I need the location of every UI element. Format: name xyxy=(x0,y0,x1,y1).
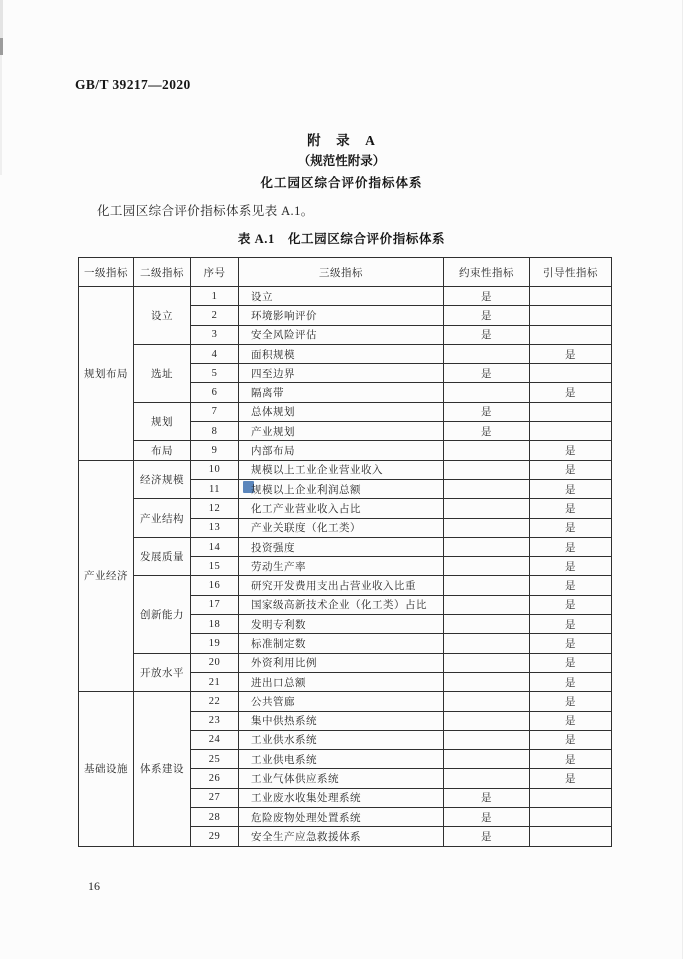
cell-level3-indicator: 面积规模 xyxy=(239,344,444,363)
cell-constraint-flag xyxy=(444,576,530,595)
cell-row-number: 23 xyxy=(191,711,239,730)
table-header-row xyxy=(79,258,612,287)
cell-constraint-flag xyxy=(444,460,530,479)
cell-constraint-flag xyxy=(444,557,530,576)
cell-level3-indicator: 产业规划 xyxy=(239,422,444,441)
cell-row-number: 18 xyxy=(191,615,239,634)
table-row xyxy=(79,441,612,460)
cell-level3-indicator: 投资强度 xyxy=(239,537,444,556)
cell-constraint-flag xyxy=(444,383,530,402)
cell-level3-indicator: 内部布局 xyxy=(239,441,444,460)
col-header-constraint: 约束性指标 xyxy=(444,258,530,287)
cell-guidance-flag: 是 xyxy=(530,576,612,595)
cell-level3-indicator: 工业供电系统 xyxy=(239,750,444,769)
scan-edge-artifact xyxy=(0,0,3,40)
cell-level3-indicator: 公共管廊 xyxy=(239,692,444,711)
table-row xyxy=(79,692,612,711)
cell-constraint-flag: 是 xyxy=(444,306,530,325)
cell-level3-indicator: 设立 xyxy=(239,287,444,306)
cell-row-number: 3 xyxy=(191,325,239,344)
cell-constraint-flag xyxy=(444,537,530,556)
cell-guidance-flag xyxy=(530,325,612,344)
cell-guidance-flag: 是 xyxy=(530,750,612,769)
indicator-table xyxy=(78,257,612,847)
cell-guidance-flag xyxy=(530,287,612,306)
cell-constraint-flag xyxy=(444,634,530,653)
cell-row-number: 12 xyxy=(191,499,239,518)
cell-level3-indicator: 工业气体供应系统 xyxy=(239,769,444,788)
col-header-level1: 一级指标 xyxy=(79,258,134,287)
cell-row-number: 29 xyxy=(191,827,239,846)
cell-guidance-flag: 是 xyxy=(530,557,612,576)
standard-number: GB/T 39217—2020 xyxy=(75,77,191,92)
cell-constraint-flag: 是 xyxy=(444,422,530,441)
cell-constraint-flag xyxy=(444,441,530,460)
cell-row-number: 13 xyxy=(191,518,239,537)
cell-level3-indicator: 发明专利数 xyxy=(239,615,444,634)
cell-row-number: 14 xyxy=(191,537,239,556)
cell-level2-indicator: 布局 xyxy=(134,441,191,460)
table-row xyxy=(79,402,612,421)
cell-guidance-flag: 是 xyxy=(530,595,612,614)
cell-level3-indicator: 隔离带 xyxy=(239,383,444,402)
cell-constraint-flag: 是 xyxy=(444,827,530,846)
cell-row-number: 8 xyxy=(191,422,239,441)
indicator-table-body xyxy=(79,287,612,847)
cell-row-number: 15 xyxy=(191,557,239,576)
cell-guidance-flag: 是 xyxy=(530,518,612,537)
cell-level3-indicator: 集中供热系统 xyxy=(239,711,444,730)
cell-guidance-flag xyxy=(530,422,612,441)
scan-edge-artifact-dark xyxy=(0,38,3,55)
cell-level3-indicator: 规模以上企业利润总额 xyxy=(239,479,444,498)
cell-guidance-flag xyxy=(530,306,612,325)
cell-row-number: 7 xyxy=(191,402,239,421)
cell-constraint-flag: 是 xyxy=(444,808,530,827)
cell-guidance-flag: 是 xyxy=(530,460,612,479)
cell-level3-indicator: 进出口总额 xyxy=(239,672,444,691)
appendix-subtitle: （规范性附录） xyxy=(297,154,386,168)
cell-level3-indicator: 总体规划 xyxy=(239,402,444,421)
table-row xyxy=(79,653,612,672)
cell-row-number: 24 xyxy=(191,730,239,749)
cell-guidance-flag xyxy=(530,364,612,383)
page-number: 16 xyxy=(88,879,100,893)
table-row xyxy=(79,287,612,306)
cell-guidance-flag: 是 xyxy=(530,441,612,460)
cell-level3-indicator: 工业供水系统 xyxy=(239,730,444,749)
cell-level1-indicator: 规划布局 xyxy=(79,287,134,461)
table-row xyxy=(79,499,612,518)
cell-level2-indicator: 创新能力 xyxy=(134,576,191,653)
table-caption: 表 A.1 化工园区综合评价指标体系 xyxy=(237,232,446,246)
cell-constraint-flag xyxy=(444,615,530,634)
cell-constraint-flag xyxy=(444,499,530,518)
table-row xyxy=(79,344,612,363)
cell-constraint-flag xyxy=(444,711,530,730)
cell-guidance-flag: 是 xyxy=(530,672,612,691)
cell-guidance-flag: 是 xyxy=(530,615,612,634)
cell-level2-indicator: 产业结构 xyxy=(134,499,191,538)
cell-row-number: 19 xyxy=(191,634,239,653)
cell-constraint-flag: 是 xyxy=(444,364,530,383)
cell-row-number: 26 xyxy=(191,769,239,788)
cell-row-number: 10 xyxy=(191,460,239,479)
cell-constraint-flag: 是 xyxy=(444,287,530,306)
intro-paragraph: 化工园区综合评价指标体系见表 A.1。 xyxy=(97,204,314,218)
table-row xyxy=(79,576,612,595)
cell-constraint-flag xyxy=(444,750,530,769)
cell-row-number: 1 xyxy=(191,287,239,306)
cell-row-number: 25 xyxy=(191,750,239,769)
cell-level2-indicator: 规划 xyxy=(134,402,191,441)
cell-level3-indicator: 标准制定数 xyxy=(239,634,444,653)
col-header-guidance: 引导性指标 xyxy=(530,258,612,287)
cell-level2-indicator: 选址 xyxy=(134,344,191,402)
cell-constraint-flag xyxy=(444,479,530,498)
cell-row-number: 27 xyxy=(191,788,239,807)
cell-row-number: 6 xyxy=(191,383,239,402)
cell-constraint-flag xyxy=(444,692,530,711)
appendix-title-block xyxy=(0,131,683,194)
cell-constraint-flag: 是 xyxy=(444,325,530,344)
cell-constraint-flag xyxy=(444,595,530,614)
cell-row-number: 20 xyxy=(191,653,239,672)
cell-guidance-flag: 是 xyxy=(530,499,612,518)
cell-level3-indicator: 危险废物处理处置系统 xyxy=(239,808,444,827)
cell-guidance-flag: 是 xyxy=(530,711,612,730)
cell-row-number: 9 xyxy=(191,441,239,460)
cell-constraint-flag xyxy=(444,518,530,537)
cell-constraint-flag xyxy=(444,653,530,672)
cell-level3-indicator: 环境影响评价 xyxy=(239,306,444,325)
cell-level2-indicator: 开放水平 xyxy=(134,653,191,692)
appendix-title: 附 录 A xyxy=(307,133,376,148)
cell-row-number: 4 xyxy=(191,344,239,363)
cell-level3-indicator: 研究开发费用支出占营业收入比重 xyxy=(239,576,444,595)
cell-constraint-flag: 是 xyxy=(444,788,530,807)
cell-level2-indicator: 设立 xyxy=(134,287,191,345)
cell-guidance-flag: 是 xyxy=(530,479,612,498)
cell-level3-indicator: 四至边界 xyxy=(239,364,444,383)
cell-constraint-flag: 是 xyxy=(444,402,530,421)
cell-level3-indicator: 安全生产应急救援体系 xyxy=(239,827,444,846)
table-row xyxy=(79,537,612,556)
cell-guidance-flag xyxy=(530,808,612,827)
col-header-level3: 三级指标 xyxy=(239,258,444,287)
cell-row-number: 28 xyxy=(191,808,239,827)
cell-guidance-flag: 是 xyxy=(530,634,612,653)
cell-level3-indicator: 产业关联度（化工类） xyxy=(239,518,444,537)
cell-level3-indicator: 安全风险评估 xyxy=(239,325,444,344)
cell-row-number: 17 xyxy=(191,595,239,614)
cell-level3-indicator: 规模以上工业企业营业收入 xyxy=(239,460,444,479)
cell-level2-indicator: 经济规模 xyxy=(134,460,191,499)
cell-guidance-flag xyxy=(530,788,612,807)
cell-constraint-flag xyxy=(444,672,530,691)
col-header-number: 序号 xyxy=(191,258,239,287)
cell-guidance-flag: 是 xyxy=(530,653,612,672)
cell-level1-indicator: 产业经济 xyxy=(79,460,134,692)
cell-level2-indicator: 体系建设 xyxy=(134,692,191,846)
cell-row-number: 5 xyxy=(191,364,239,383)
appendix-heading: 化工园区综合评价指标体系 xyxy=(260,176,423,190)
cell-level3-indicator: 化工产业营业收入占比 xyxy=(239,499,444,518)
cell-guidance-flag: 是 xyxy=(530,383,612,402)
cell-guidance-flag xyxy=(530,827,612,846)
cell-guidance-flag: 是 xyxy=(530,537,612,556)
col-header-level2: 二级指标 xyxy=(134,258,191,287)
cell-row-number: 11 xyxy=(191,479,239,498)
cell-constraint-flag xyxy=(444,344,530,363)
cell-constraint-flag xyxy=(444,730,530,749)
cell-guidance-flag: 是 xyxy=(530,344,612,363)
cell-row-number: 21 xyxy=(191,672,239,691)
cell-guidance-flag: 是 xyxy=(530,730,612,749)
cell-constraint-flag xyxy=(444,769,530,788)
cell-level3-indicator: 劳动生产率 xyxy=(239,557,444,576)
cell-guidance-flag: 是 xyxy=(530,692,612,711)
cell-guidance-flag: 是 xyxy=(530,769,612,788)
cell-row-number: 16 xyxy=(191,576,239,595)
cell-level2-indicator: 发展质量 xyxy=(134,537,191,576)
cell-row-number: 22 xyxy=(191,692,239,711)
cell-level3-indicator: 工业废水收集处理系统 xyxy=(239,788,444,807)
cell-row-number: 2 xyxy=(191,306,239,325)
cell-level3-indicator: 国家级高新技术企业（化工类）占比 xyxy=(239,595,444,614)
cell-level1-indicator: 基础设施 xyxy=(79,692,134,846)
cell-level3-indicator: 外资利用比例 xyxy=(239,653,444,672)
cell-guidance-flag xyxy=(530,402,612,421)
table-row xyxy=(79,460,612,479)
